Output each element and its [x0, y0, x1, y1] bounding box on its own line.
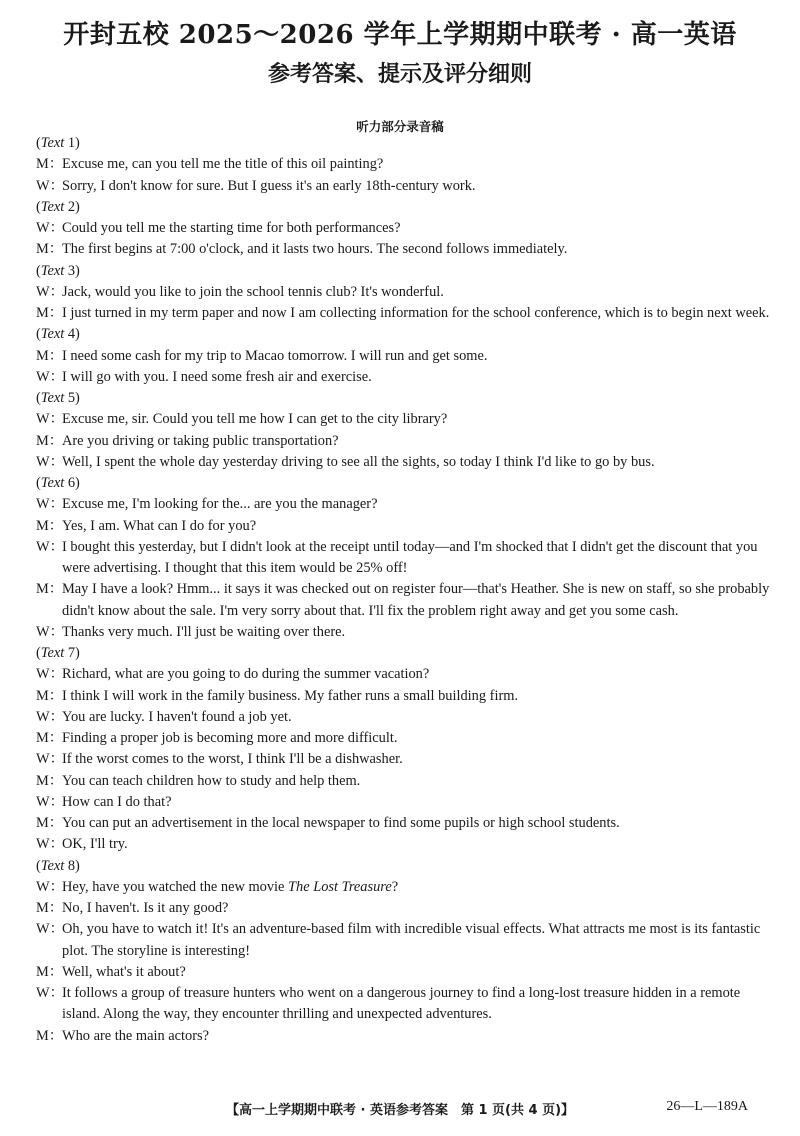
section-title: 听力部分录音稿: [356, 119, 444, 134]
label-word: Text: [40, 262, 65, 279]
speaker-label: M：: [36, 581, 64, 598]
dialogue-text: Richard, what are you going to do during the summer vacation?: [62, 666, 430, 683]
text-section-label: [36, 261, 770, 282]
speaker-label: W：: [36, 496, 64, 513]
dialogue-line: [36, 898, 770, 919]
speaker-label: W：: [36, 411, 64, 428]
speaker-label: W：: [36, 836, 64, 853]
speaker-label: W：: [36, 708, 64, 725]
dialogue-text: Excuse me, sir. Could you tell me how I can get to the city library?: [62, 411, 448, 428]
speaker-label: M：: [36, 772, 64, 789]
label-word: Text: [40, 198, 65, 215]
speaker-label: W：: [36, 623, 64, 640]
dialogue-line: [36, 282, 770, 303]
dialogue-line: [36, 686, 770, 707]
dialogue-text: You can put an advertisement in the local newspaper to find some pupils or high school students.: [62, 815, 620, 831]
label-prefix: (: [36, 326, 41, 343]
dialogue-text: How can I do that?: [62, 793, 172, 810]
dialogue-line: [36, 516, 770, 537]
label-number: 7): [64, 645, 80, 661]
label-word: Text: [40, 857, 65, 874]
speaker-label: M：: [36, 1027, 64, 1044]
dialogue-text: May I have a look? Hmm... it says it was checked out on register four—that's Heather. She is new on staff, so she probably didn't know about the sale. I'm very sorry about that. I'll fix the problem right away and get you some cash.: [62, 581, 770, 619]
dialogue-text: Could you tell me the starting time for both performances?: [62, 220, 401, 236]
dialogue-line: [36, 154, 770, 175]
dialogue-text: Jack, would you like to join the school tennis club? It's wonderful.: [62, 283, 444, 300]
dialogue-text: No, I haven't. Is it any good?: [62, 900, 229, 916]
speaker-label: W：: [36, 878, 64, 895]
label-number: 5): [64, 390, 80, 406]
label-number: 6): [64, 475, 80, 491]
text-section-label: [36, 856, 770, 877]
footer-page-info: 【高一上学期期中联考 · 英语参考答案 第 1 页(共 4 页)】: [225, 1103, 575, 1118]
dialogue-line: [36, 983, 770, 1026]
speaker-label: W：: [36, 666, 64, 683]
dialogue-text: I just turned in my term paper and now I am collecting information for the school conference, which is to begin next week.: [62, 305, 770, 321]
dialogue-line: [36, 579, 770, 622]
dialogue-line: [36, 409, 770, 430]
label-prefix: (: [36, 857, 41, 874]
dialogue-text: Oh, you have to watch it! It's an adventure-based film with incredible visual effects. What attracts me most is its fantastic plot. The storyline is interesting!: [62, 921, 761, 959]
dialogue-line: [36, 622, 770, 643]
speaker-label: W：: [36, 283, 64, 300]
label-number: 1): [64, 135, 80, 151]
dialogue-line: [36, 707, 770, 728]
dialogue-line: [36, 452, 770, 473]
label-word: Text: [40, 135, 65, 151]
dialogue-line: [36, 494, 770, 515]
dialogue-text: Well, I spent the whole day yesterday driving to see all the sights, so today I think I'd like to go by bus.: [62, 453, 655, 470]
label-prefix: (: [36, 135, 41, 151]
dialogue-text: Who are the main actors?: [62, 1027, 210, 1044]
dialogue-line: [36, 218, 770, 239]
label-word: Text: [40, 326, 65, 343]
dialogue-text: The first begins at 7:00 o'clock, and it lasts two hours. The second follows immediately.: [62, 241, 568, 258]
dialogue-text: Excuse me, can you tell me the title of this oil painting?: [62, 156, 384, 173]
dialogue-line: [36, 962, 770, 983]
dialogue-text-end: ?: [391, 878, 399, 895]
text-section-label: [36, 473, 770, 494]
dialogue-text: Yes, I am. What can I do for you?: [62, 517, 257, 534]
dialogue-line: [36, 749, 770, 770]
speaker-label: W：: [36, 177, 64, 194]
dialogue-line: [36, 537, 770, 580]
speaker-label: M：: [36, 815, 64, 831]
speaker-label: M：: [36, 432, 64, 449]
dialogue-text: You can teach children how to study and help them.: [62, 772, 361, 789]
dialogue-text: It follows a group of treasure hunters who went on a dangerous journey to find a long-lost treasure hidden in a remote island. Along the way, they encounter thrilling and unexpected adventures.: [62, 985, 741, 1023]
dialogue-line: [36, 664, 770, 685]
dialogue-line: [36, 834, 770, 855]
speaker-label: M：: [36, 963, 64, 980]
dialogue-text: Excuse me, I'm looking for the... are you the manager?: [62, 496, 378, 513]
dialogue-text: I will go with you. I need some fresh air and exercise.: [62, 368, 372, 385]
text-section-label: [36, 643, 770, 664]
speaker-label: M：: [36, 900, 64, 916]
dialogue-line: [36, 239, 770, 260]
dialogue-line: [36, 176, 770, 197]
speaker-label: W：: [36, 793, 64, 810]
speaker-label: M：: [36, 347, 64, 364]
speaker-label: W：: [36, 538, 64, 555]
label-prefix: (: [36, 198, 41, 215]
speaker-label: W：: [36, 453, 64, 470]
dialogue-line: [36, 728, 770, 749]
speaker-label: M：: [36, 730, 64, 746]
listening-transcript: [36, 133, 770, 1047]
speaker-label: M：: [36, 156, 64, 173]
speaker-label: W：: [36, 985, 64, 1001]
dialogue-text: Thanks very much. I'll just be waiting over there.: [62, 623, 346, 640]
dialogue-text: OK, I'll try.: [62, 836, 128, 853]
label-word: Text: [40, 475, 65, 491]
speaker-label: W：: [36, 751, 64, 768]
dialogue-text: If the worst comes to the worst, I think I'll be a dishwasher.: [62, 751, 403, 768]
dialogue-line: [36, 346, 770, 367]
speaker-label: W：: [36, 921, 64, 938]
speaker-label: M：: [36, 517, 64, 534]
label-prefix: (: [36, 262, 41, 279]
dialogue-line: [36, 367, 770, 388]
dialogue-text: Are you driving or taking public transportation?: [62, 432, 339, 449]
movie-title: The Lost Treasure: [288, 878, 392, 895]
dialogue-line: [36, 431, 770, 452]
dialogue-line: [36, 919, 770, 962]
speaker-label: M：: [36, 305, 64, 321]
dialogue-text: I bought this yesterday, but I didn't look at the receipt until today—and I'm shocked that I didn't get the discount that you were advertising. I thought that this item would be 25% off!: [62, 538, 758, 576]
dialogue-text: Well, what's it about?: [62, 963, 186, 980]
speaker-label: M：: [36, 687, 64, 704]
dialogue-line: [36, 877, 770, 898]
dialogue-line: [36, 792, 770, 813]
label-prefix: (: [36, 645, 41, 661]
label-number: 4): [64, 326, 80, 343]
text-section-label: [36, 197, 770, 218]
dialogue-line: [36, 303, 770, 324]
speaker-label: W：: [36, 220, 64, 236]
page-title: 开封五校 2025～2026 学年上学期期中联考 · 高一英语: [63, 20, 737, 50]
label-number: 8): [64, 857, 80, 874]
dialogue-text: You are lucky. I haven't found a job yet.: [62, 708, 292, 725]
label-word: Text: [40, 390, 65, 406]
dialogue-text: I think I will work in the family business. My father runs a small building firm.: [62, 687, 519, 704]
dialogue-line: [36, 813, 770, 834]
dialogue-text: Hey, have you watched the new movie: [62, 878, 289, 895]
footer-doc-code: 26—L—189A: [666, 1099, 748, 1114]
dialogue-line: [36, 771, 770, 792]
speaker-label: M：: [36, 241, 64, 258]
dialogue-text: I need some cash for my trip to Macao tomorrow. I will run and get some.: [62, 347, 488, 364]
dialogue-line: [36, 1026, 770, 1047]
text-section-label: [36, 324, 770, 345]
label-number: 3): [64, 262, 80, 279]
speaker-label: W：: [36, 368, 64, 385]
label-word: Text: [40, 645, 65, 661]
dialogue-text: Finding a proper job is becoming more and more difficult.: [62, 730, 398, 746]
label-prefix: (: [36, 475, 41, 491]
text-section-label: [36, 133, 770, 154]
label-number: 2): [64, 198, 80, 215]
label-prefix: (: [36, 390, 41, 406]
dialogue-text: Sorry, I don't know for sure. But I guess it's an early 18th-century work.: [62, 177, 476, 194]
page-subtitle: 参考答案、提示及评分细则: [267, 61, 532, 87]
text-section-label: [36, 388, 770, 409]
